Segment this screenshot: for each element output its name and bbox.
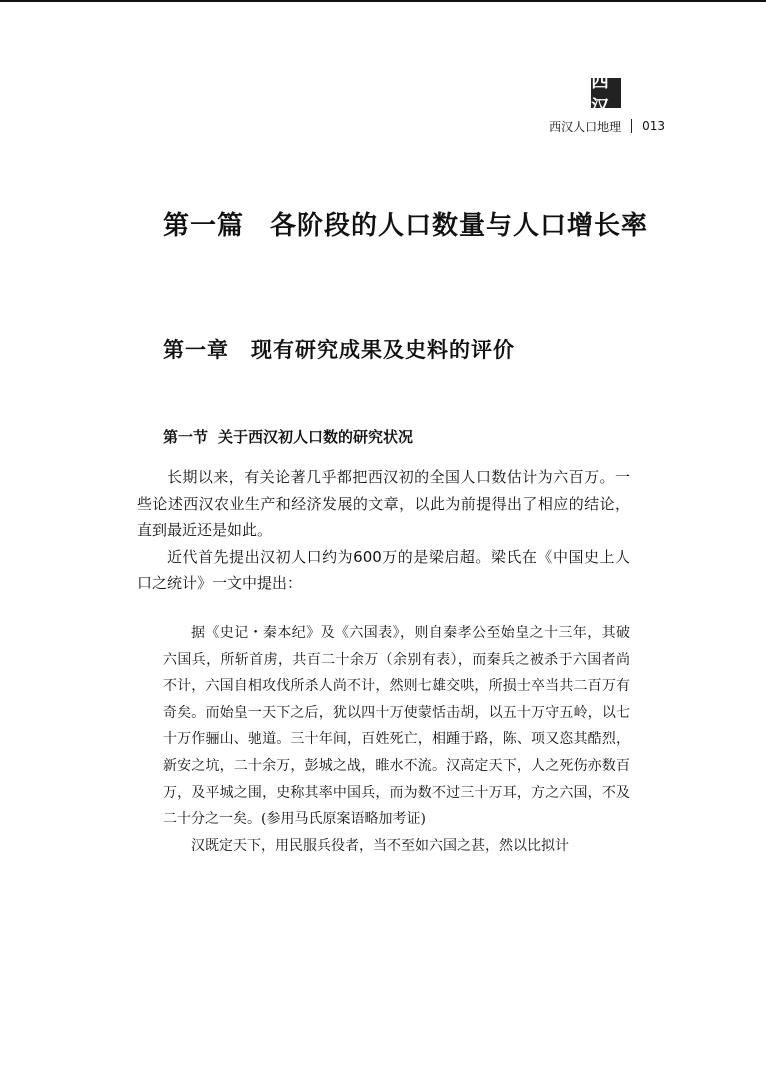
quote-paragraph: 据《史记・秦本纪》及《六国表》，则自秦孝公至始皇之十三年，其破六国兵，所斩首虏，共百二十余万（余别有表），而秦兵之被杀于六国者尚不计，六国自相攻伐所杀人尚不计，然则七雄交哄，所损士卒当共二百万有奇矣。而始皇一天下之后，犹以四十万使蒙恬击胡，以五十万守五岭，以七十万作骊山、驰道。三十年间，百姓死亡，相踵于路，陈、项又恣其酷烈，新安之坑，二十余万，彭城之战，睢水不流。汉高定天下，人之死伤亦数百万，及平城之围，史称其率中国兵，而为数不过三十万耳，方之六国，不及二十分之一矣。(参用马氏原案语略加考证) — [163, 625, 630, 828]
paragraph: 近代首先提出汉初人口约为600万的是梁启超。梁氏在《中国史上人口之统计》一文中提出： — [137, 547, 630, 592]
chapter-heading — [163, 334, 633, 364]
series-emblem-logo — [591, 71, 621, 118]
chapter-title-text: 现有研究成果及史料的评价 — [251, 337, 515, 362]
block-quote — [163, 620, 630, 859]
section-heading — [163, 426, 633, 447]
running-header — [470, 117, 665, 135]
chapter-label: 第一章 — [163, 337, 229, 362]
body-text — [137, 464, 630, 597]
running-title: 西汉人口地理 — [549, 119, 622, 134]
paragraph: 长期以来，有关论著几乎都把西汉初的全国人口数估计为六百万。一些论述西汉农业生产和经济发展的文章，以此为前提得出了相应的结论，直到最近还是如此。 — [137, 468, 630, 539]
section-label: 第一节 — [163, 428, 209, 446]
part-title-text: 各阶段的人口数量与人口增长率 — [270, 211, 649, 241]
header-separator — [631, 119, 632, 133]
emblem-text: 西汉 — [591, 71, 609, 118]
top-rule — [0, 0, 766, 2]
page-number: 013 — [642, 119, 665, 133]
quote-paragraph: 汉既定天下，用民服兵役者，当不至如六国之甚，然以比拟计 — [191, 837, 569, 854]
part-heading — [163, 205, 649, 242]
section-title-text: 关于西汉初人口数的研究状况 — [218, 428, 414, 446]
part-label: 第一篇 — [163, 211, 245, 241]
